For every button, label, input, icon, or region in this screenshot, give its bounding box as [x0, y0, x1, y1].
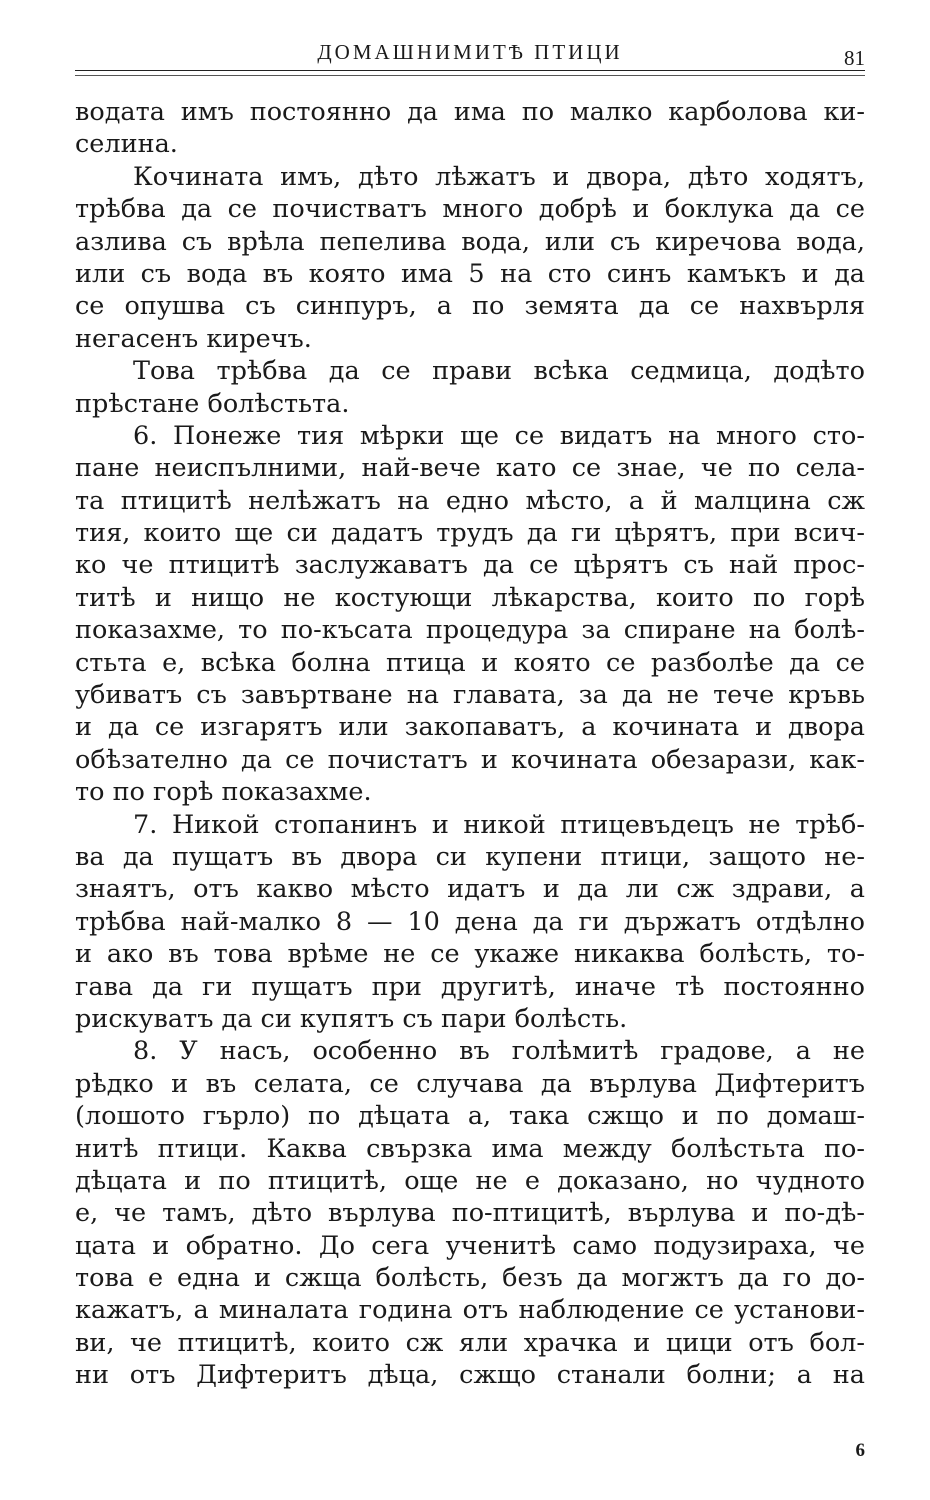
text-line: трѣбва да се почистватъ много добрѣ и боклука да се — [75, 194, 865, 225]
text-line: кажатъ, а миналата година отъ наблюдение се установи- — [75, 1295, 865, 1326]
text-line: и да се изгарятъ или закопаватъ, а кочината и двора — [75, 712, 865, 743]
text-line: трѣбва най-малко 8 — 10 дена да ги държатъ отдѣлно — [75, 906, 865, 937]
signature-mark: 6 — [855, 1440, 865, 1461]
text-line: то по горѣ показахме. — [75, 777, 372, 808]
text-line: Това трѣбва да се прави всѣка седмица, додѣто — [133, 356, 865, 387]
text-line: нитѣ птици. Каква свързка има между болѣстьта по- — [75, 1133, 865, 1164]
text-line: рискуватъ да си купятъ съ пари болѣсть. — [75, 1003, 628, 1034]
header-rule-thin — [75, 75, 865, 76]
text-line: стьта е, всѣка болна птица и която се разболѣе да се — [75, 647, 865, 678]
text-line: цата и обратно. До сега ученитѣ само подузираха, че — [75, 1230, 865, 1261]
text-line: ни отъ Дифтеритъ дѣца, сжщо станали болни; а на — [75, 1360, 865, 1391]
text-line: 8. У насъ, особенно въ голѣмитѣ градове, а не — [133, 1036, 865, 1067]
text-line: ви, че птицитѣ, които сж яли храчка и цици отъ бол- — [75, 1327, 865, 1358]
text-line: дѣцата и по птицитѣ, още не е доказано, но чудното — [75, 1165, 865, 1196]
text-line: ко че птицитѣ заслужаватъ да се цѣрятъ съ най прос- — [75, 550, 865, 581]
text-line: тия, които ще си дадатъ трудъ да ги цѣрятъ, при всич- — [75, 518, 865, 549]
running-title: ДОМАШНИМИТѢ ПТИЦИ — [317, 40, 623, 64]
text-line: знаятъ, отъ какво мѣсто идатъ и да ли сж здрави, а — [75, 874, 865, 905]
text-line: ва да пущатъ въ двора си купени птици, защото не- — [75, 841, 865, 872]
page-number: 81 — [844, 46, 865, 70]
header-rule — [75, 70, 865, 71]
text-line: селина. — [75, 129, 178, 160]
text-line: 6. Понеже тия мѣрки ще се видатъ на много сто- — [133, 420, 865, 451]
text-line: убиватъ съ завъртване на главата, за да не тече кръвь — [75, 680, 865, 711]
text-line: обѣзателно да се почистатъ и кочината обезарази, как- — [75, 744, 865, 775]
text-line: та птицитѣ нелѣжатъ на едно мѣсто, а й малцина сж — [75, 485, 865, 516]
text-line: водата имъ постоянно да има по малко карболова ки- — [75, 97, 865, 127]
text-line: титѣ и нищо не костующи лѣкарства, които по горѣ — [75, 582, 865, 613]
text-line: показахме, то по-късата процедура за спиране на болѣ- — [75, 615, 865, 646]
text-line: 7. Никой стопанинъ и никой птицевъдецъ не трѣб- — [133, 809, 865, 840]
text-line: азлива съ врѣла пепелива вода, или съ киречова вода, — [75, 226, 865, 257]
text-line: прѣстане болѣстьта. — [75, 388, 350, 419]
text-line: пане неиспълними, най-вече като се знае, че по села- — [75, 453, 865, 484]
text-line: е, че тамъ, дѣто върлува по-птицитѣ, върлува и по-дѣ- — [75, 1198, 865, 1229]
running-head — [75, 36, 865, 76]
text-line: негасенъ киречъ. — [75, 323, 312, 354]
text-line: Кочината имъ, дѣто лѣжатъ и двора, дѣто ходятъ, — [133, 161, 865, 192]
text-line: рѣдко и въ селата, се случава да върлува Дифтеритъ — [75, 1068, 865, 1099]
text-line: и ако въ това врѣме не се укаже никаква болѣсть, то- — [75, 939, 865, 970]
body-text — [75, 96, 865, 1392]
text-line: гава да ги пущатъ при другитѣ, иначе тѣ постоянно — [75, 971, 865, 1002]
text-line: (лошото гърло) по дѣцата а, така сжщо и по домаш- — [75, 1101, 865, 1132]
text-line: това е една и сжща болѣсть, безъ да могжтъ да го до- — [75, 1263, 865, 1294]
text-line: се опушва съ синпуръ, а по земята да се нахвърля — [75, 291, 865, 322]
text-line: или съ вода въ която има 5 на сто синъ камъкъ и да — [75, 258, 865, 289]
